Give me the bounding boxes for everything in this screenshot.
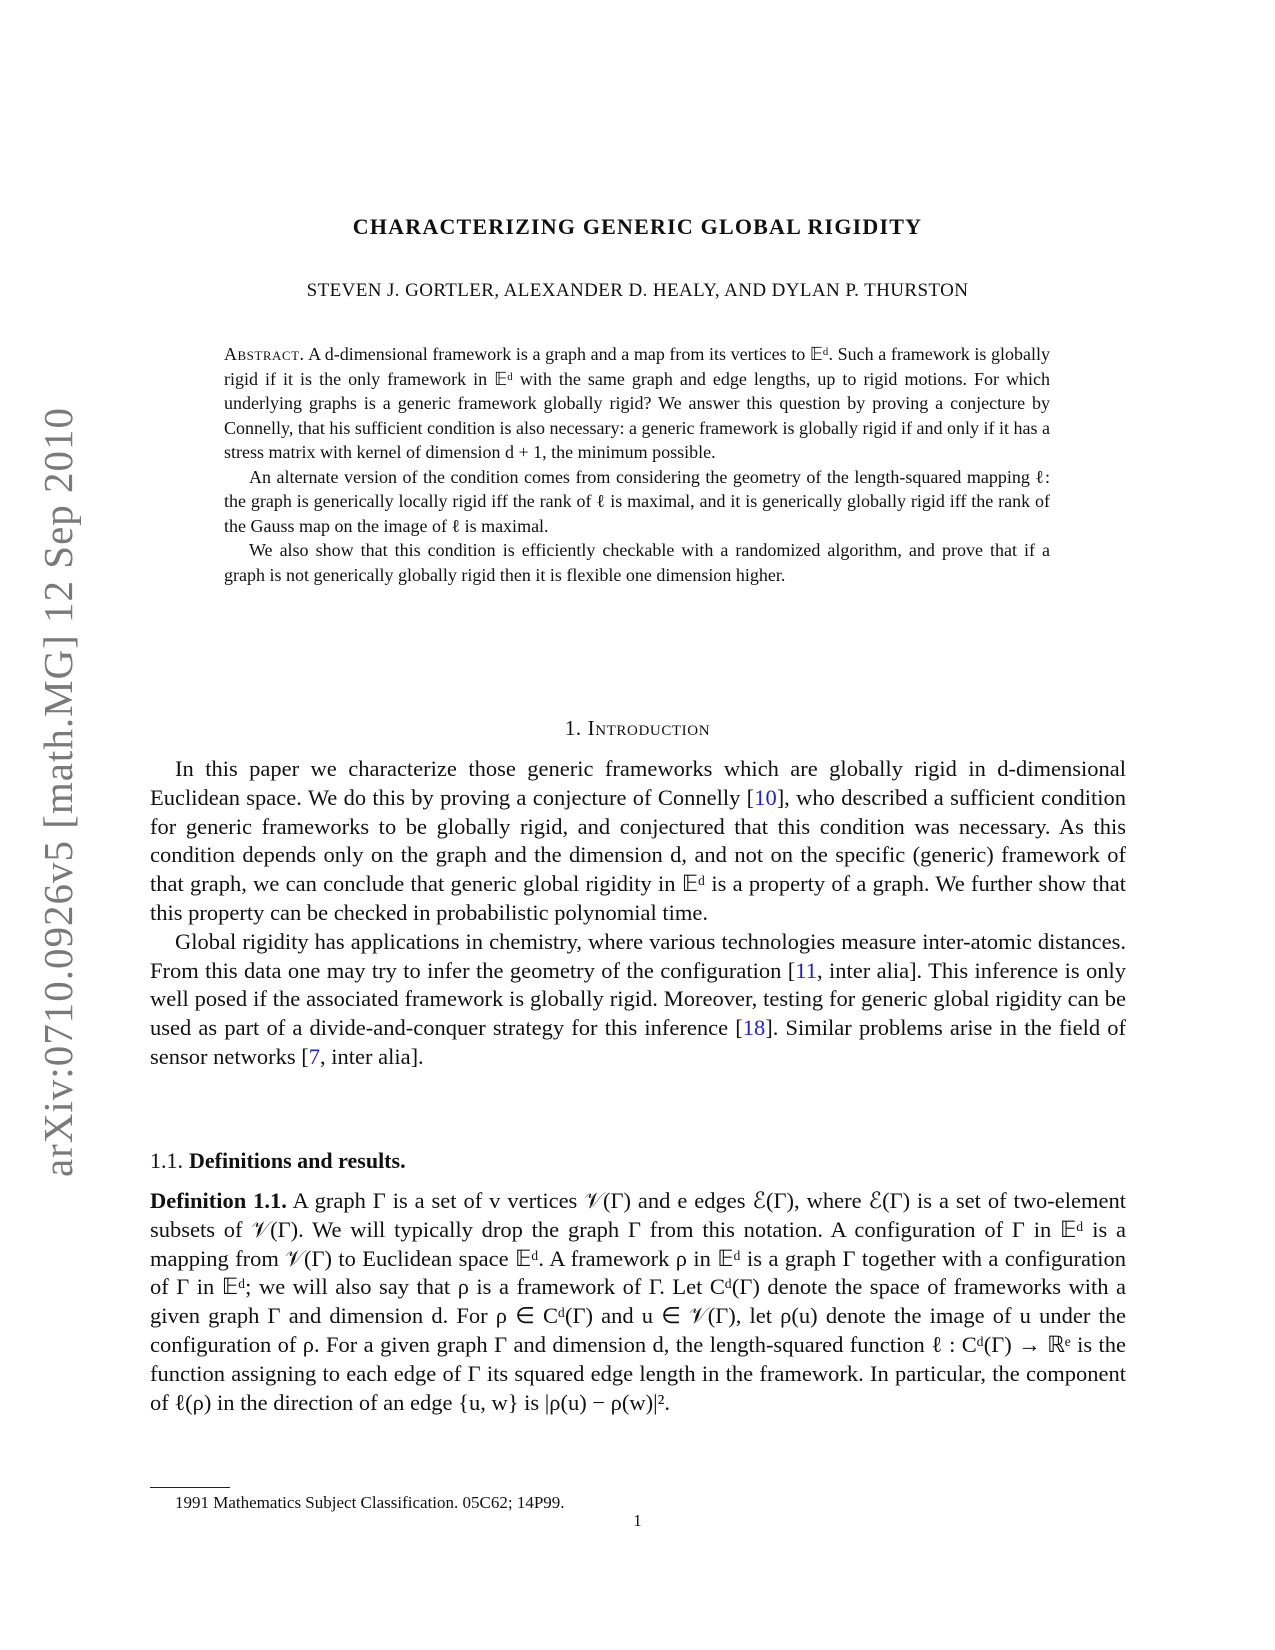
abstract-text-1: A d-dimensional framework is a graph and a map from its vertices to 𝔼ᵈ. Such a framework is globally rigid if it is the only framework in 𝔼ᵈ with the same graph and edge lengths, up to rigid motions. For which underlying graphs is a generic framework globally rigid? We answer this question by proving a conjecture by Connelly, that his sufficient condition is also necessary: a generic framework is globally rigid if and only if it has a stress matrix with kernel of dimension d + 1, the minimum possible. (224, 344, 1050, 462)
abstract-paragraph-3: We also show that this condition is efficiently checkable with a randomized algorithm, and prove that if a graph is not generically globally rigid then it is flexible one dimension higher. (224, 540, 1050, 585)
subsection-title: Definitions and results. (189, 1148, 406, 1173)
definition-label: Definition 1.1. (150, 1188, 287, 1213)
section-heading: 1. Introduction (564, 716, 711, 740)
abstract-label: Abstract. (224, 344, 305, 364)
arxiv-identifier: arXiv:0710.0926v5 [math.MG] 12 Sep 2010 (35, 406, 81, 1178)
subsection-heading (150, 1148, 406, 1174)
definition-block (150, 1187, 1126, 1417)
citation-link[interactable]: 18 (742, 1015, 766, 1041)
paper-authors: STEVEN J. GORTLER, ALEXANDER D. HEALY, AND DYLAN P. THURSTON (306, 280, 969, 301)
intro-paragraph-1: In this paper we characterize those generic frameworks which are globally rigid in d-dimensional Euclidean space. We do this by proving a conjecture of Connelly [10], who described a sufficient condition for generic frameworks to be globally rigid, and conjectured that this condition was necessary. As this condition depends only on the graph and the dimension d, and not on the specific (generic) framework of that graph, we can conclude that generic global rigidity in 𝔼ᵈ is a property of a graph. We further show that this property can be checked in probabilistic polynomial time. (150, 756, 1126, 925)
page-number: 1 (633, 1511, 642, 1530)
subsection-number: 1.1. (150, 1148, 183, 1173)
introduction-body (150, 755, 1126, 1072)
citation-link[interactable]: 11 (795, 957, 817, 983)
footnote-rule (150, 1487, 230, 1488)
intro-paragraph-2: Global rigidity has applications in chemistry, where various technologies measure inter-atomic distances. From this data one may try to infer the geometry of the configuration [11, inter alia]. This inference is only well posed if the associated framework is globally rigid. Moreover, testing for generic global rigidity can be used as part of a divide-and-conquer strategy for this inference [18]. Similar problems arise in the field of sensor networks [7, inter alia]. (150, 928, 1126, 1069)
abstract-paragraph-1 (224, 342, 1050, 465)
definition-paragraph (150, 1187, 1126, 1417)
paper-title: CHARACTERIZING GENERIC GLOBAL RIGIDITY (352, 214, 923, 239)
abstract-paragraph-2: An alternate version of the condition comes from considering the geometry of the length-squared mapping ℓ: the graph is generically locally rigid iff the rank of ℓ is maximal, and it is generically globally rigid iff the rank of the Gauss map on the image of ℓ is maximal. (224, 466, 1050, 536)
citation-link[interactable]: 10 (754, 784, 777, 810)
definition-text: A graph Γ is a set of v vertices 𝒱(Γ) and e edges ℰ(Γ), where ℰ(Γ) is a set of two-element subsets of 𝒱(Γ). We will typically drop the graph Γ from this notation. A configuration of Γ in 𝔼ᵈ is a mapping from 𝒱(Γ) to Euclidean space 𝔼ᵈ. A framework ρ in 𝔼ᵈ is a graph Γ together with a configuration of Γ in 𝔼ᵈ; we will also say that ρ is a framework of Γ. Let Cᵈ(Γ) denote the space of frameworks with a given graph Γ and dimension d. For ρ ∈ Cᵈ(Γ) and u ∈ 𝒱(Γ), let ρ(u) denote the image of u under the configuration of ρ. For a given graph Γ and dimension d, the length-squared function ℓ : Cᵈ(Γ) → ℝᵉ is the function assigning to each edge of Γ its squared edge length in the framework. In particular, the component of ℓ(ρ) in the direction of an edge {u, w} is |ρ(u) − ρ(w)|². (150, 1188, 1126, 1415)
abstract (224, 342, 1050, 587)
arxiv-identifier-margin (28, 406, 88, 1178)
footnote: 1991 Mathematics Subject Classification. 05C62; 14P99. (175, 1493, 565, 1512)
citation-link[interactable]: 7 (308, 1043, 320, 1069)
